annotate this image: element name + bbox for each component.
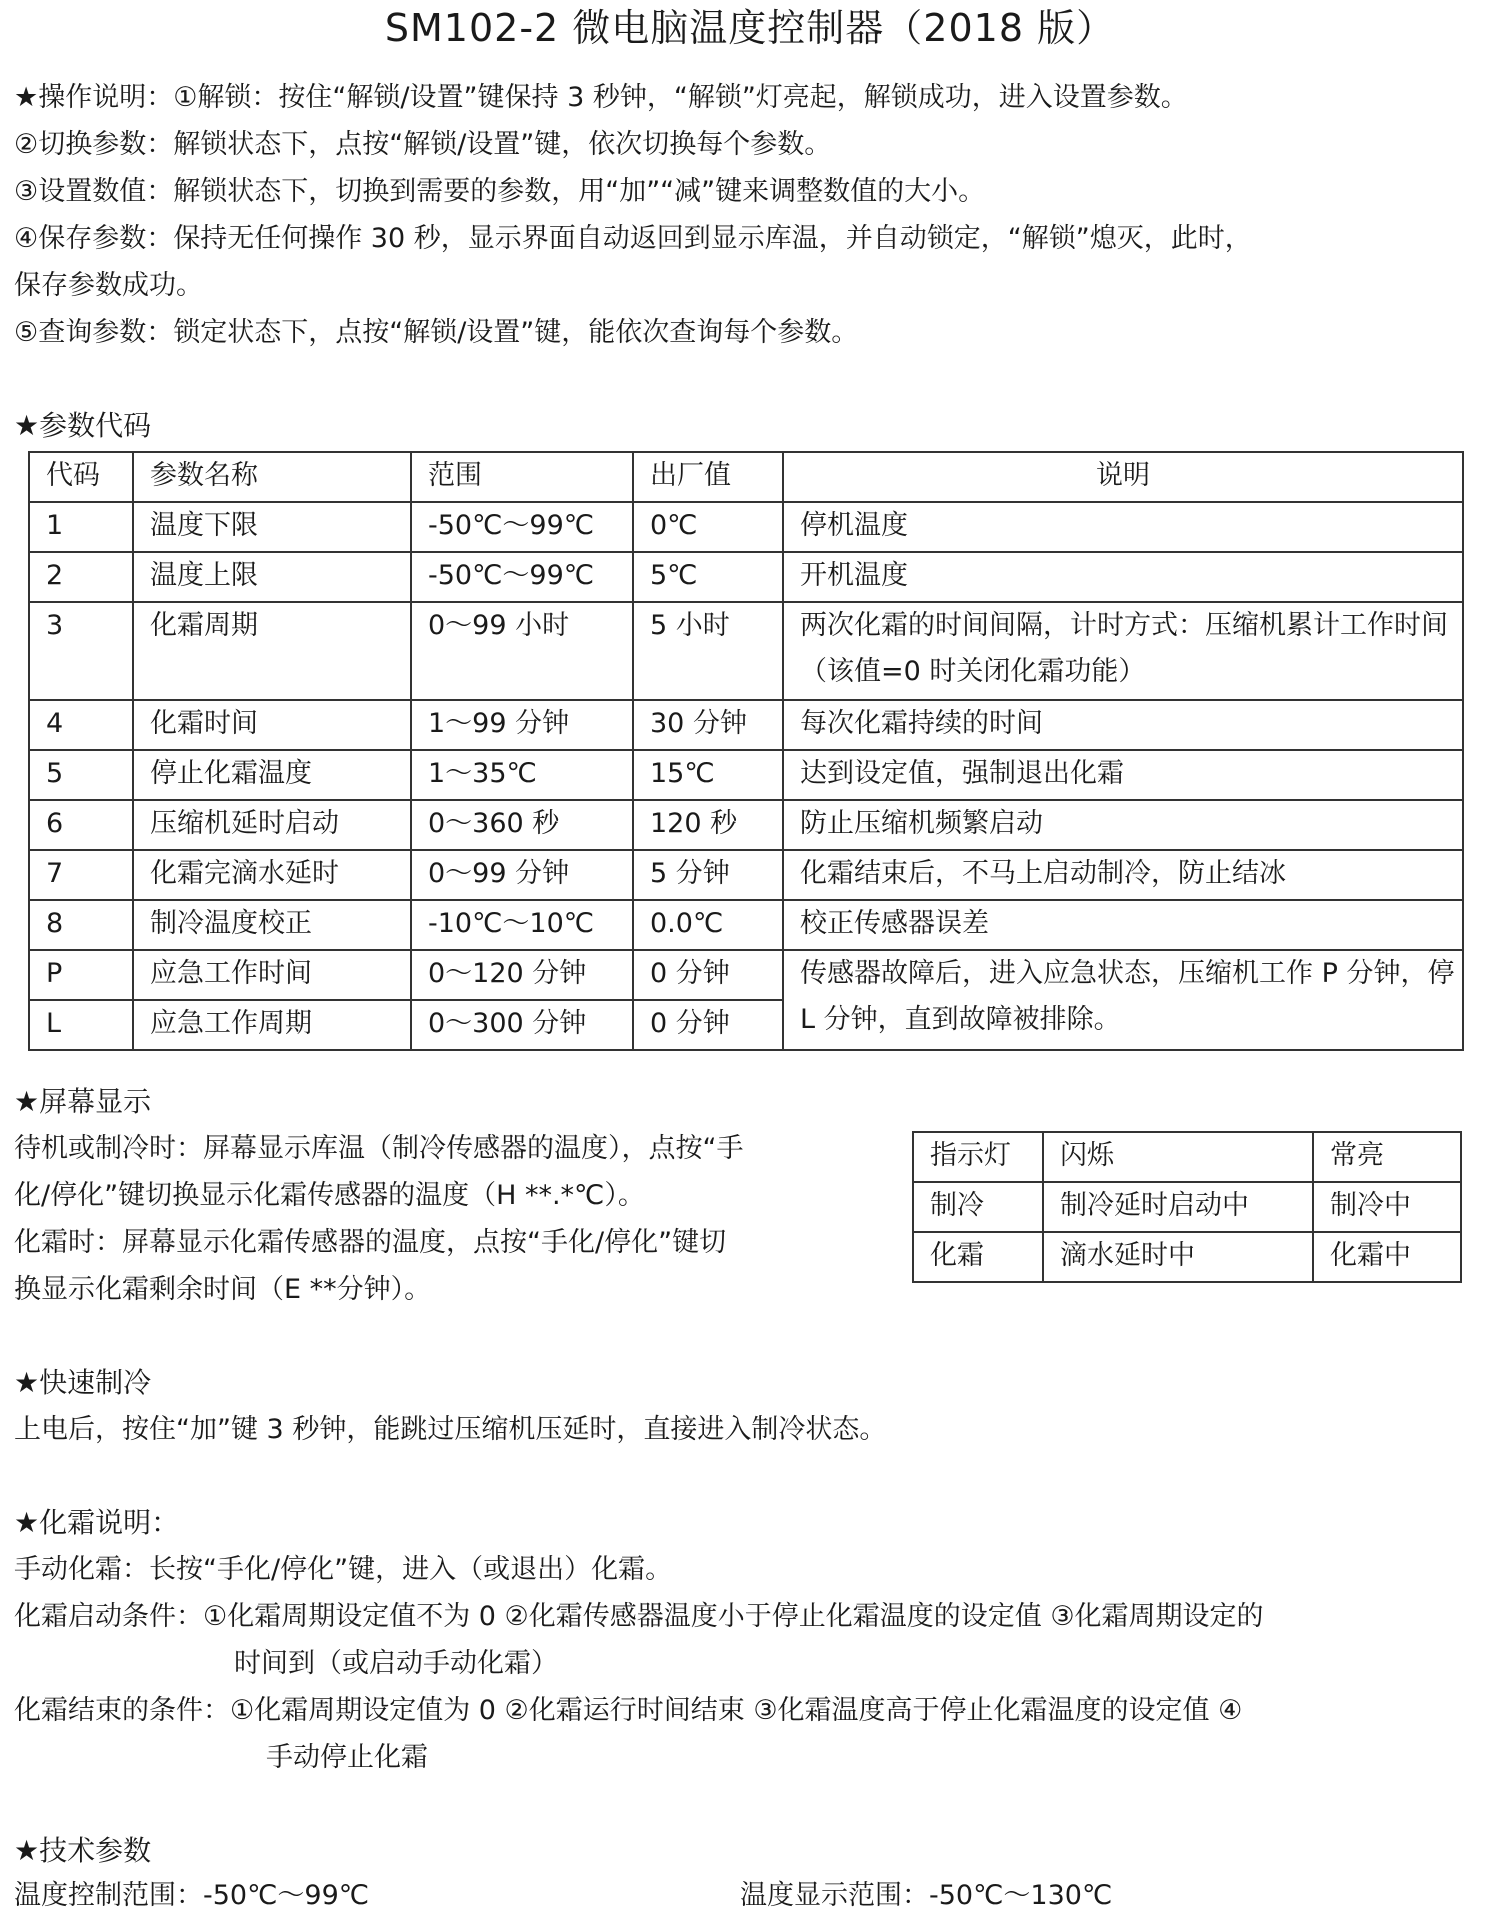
cell-code: 8 <box>29 900 133 950</box>
cell-code: 1 <box>29 502 133 552</box>
quick-text: 上电后，按住“加”键 3 秒钟，能跳过压缩机压延时，直接进入制冷状态。 <box>14 1414 887 1445</box>
tech-display-range: 温度显示范围：-50℃～130℃ <box>740 1880 1113 1911</box>
cell-code: L <box>29 1000 133 1050</box>
operation-line-save-cont: 保存参数成功。 <box>14 270 203 301</box>
table-row <box>29 502 1463 552</box>
operation-line-query: ⑤查询参数：锁定状态下，点按“解锁/设置”键，能依次查询每个参数。 <box>14 317 859 348</box>
cell-name: 温度下限 <box>133 502 411 552</box>
cell-default: 0 分钟 <box>633 950 783 1000</box>
defrost-line-manual: 手动化霜：长按“手化/停化”键，进入（或退出）化霜。 <box>14 1554 673 1585</box>
cell-default: 30 分钟 <box>633 700 783 750</box>
cell-description: 达到设定值，强制退出化霜 <box>783 750 1463 800</box>
cell-default: 0℃ <box>633 502 783 552</box>
quick-section-title: ★快速制冷 <box>14 1366 152 1399</box>
cell-description: 两次化霜的时间间隔，计时方式：压缩机累计工作时间（该值=0 时关闭化霜功能） <box>783 602 1463 700</box>
cell-default: 5 小时 <box>633 602 783 700</box>
header-name: 参数名称 <box>133 452 411 502</box>
cell-name: 制冷温度校正 <box>133 900 411 950</box>
table-row <box>29 850 1463 900</box>
defrost-line-end-cont: 手动停止化霜 <box>266 1742 428 1773</box>
cell-range: -50℃～99℃ <box>411 552 633 602</box>
cell-range: 1～35℃ <box>411 750 633 800</box>
operation-line-set: ③设置数值：解锁状态下，切换到需要的参数，用“加”“减”键来调整数值的大小。 <box>14 176 986 207</box>
cell-code: 4 <box>29 700 133 750</box>
table-row <box>29 602 1463 700</box>
page-title: SM102-2 微电脑温度控制器（2018 版） <box>384 6 1116 50</box>
cell-description: 停机温度 <box>783 502 1463 552</box>
cell-description: 校正传感器误差 <box>783 900 1463 950</box>
display-section-title: ★屏幕显示 <box>14 1085 152 1118</box>
header-steady: 常亮 <box>1313 1132 1461 1182</box>
cell-default: 120 秒 <box>633 800 783 850</box>
table-row <box>29 800 1463 850</box>
cell-code: 2 <box>29 552 133 602</box>
table-row <box>913 1232 1461 1282</box>
table-row <box>29 900 1463 950</box>
cell-steady: 化霜中 <box>1313 1232 1461 1282</box>
table-row <box>913 1182 1461 1232</box>
table-row <box>29 552 1463 602</box>
header-range: 范围 <box>411 452 633 502</box>
table-header-row <box>913 1132 1461 1182</box>
cell-name: 温度上限 <box>133 552 411 602</box>
cell-name: 化霜完滴水延时 <box>133 850 411 900</box>
cell-steady: 制冷中 <box>1313 1182 1461 1232</box>
cell-range: 1～99 分钟 <box>411 700 633 750</box>
defrost-section-title: ★化霜说明： <box>14 1506 180 1539</box>
param-table <box>28 451 1464 1051</box>
header-code: 代码 <box>29 452 133 502</box>
table-row <box>29 750 1463 800</box>
table-header-row <box>29 452 1463 502</box>
header-blink: 闪烁 <box>1043 1132 1313 1182</box>
cell-name: 化霜时间 <box>133 700 411 750</box>
display-line: 待机或制冷时：屏幕显示库温（制冷传感器的温度），点按“手 <box>14 1133 744 1164</box>
cell-default: 5 分钟 <box>633 850 783 900</box>
cell-default: 0 分钟 <box>633 1000 783 1050</box>
operation-line-switch: ②切换参数：解锁状态下，点按“解锁/设置”键，依次切换每个参数。 <box>14 129 832 160</box>
cell-default: 0.0℃ <box>633 900 783 950</box>
cell-range: 0～99 小时 <box>411 602 633 700</box>
header-description: 说明 <box>783 452 1463 502</box>
cell-description: 每次化霜持续的时间 <box>783 700 1463 750</box>
cell-indicator: 制冷 <box>913 1182 1043 1232</box>
defrost-line-start: 化霜启动条件：①化霜周期设定值不为 0 ②化霜传感器温度小于停止化霜温度的设定值 ③化霜周期设定的 <box>14 1601 1264 1632</box>
cell-range: 0～99 分钟 <box>411 850 633 900</box>
cell-name: 停止化霜温度 <box>133 750 411 800</box>
operation-line-unlock: ★操作说明：①解锁：按住“解锁/设置”键保持 3 秒钟，“解锁”灯亮起，解锁成功，进入设置参数。 <box>14 82 1188 113</box>
cell-code: 6 <box>29 800 133 850</box>
cell-blink: 滴水延时中 <box>1043 1232 1313 1282</box>
defrost-line-end: 化霜结束的条件：①化霜周期设定值为 0 ②化霜运行时间结束 ③化霜温度高于停止化霜温度的设定值 ④ <box>14 1695 1243 1726</box>
display-line: 化/停化”键切换显示化霜传感器的温度（H **.*℃）。 <box>14 1180 645 1211</box>
cell-description: 开机温度 <box>783 552 1463 602</box>
display-line: 换显示化霜剩余时间（E **分钟）。 <box>14 1274 432 1305</box>
cell-range: 0～120 分钟 <box>411 950 633 1000</box>
cell-description: 防止压缩机频繁启动 <box>783 800 1463 850</box>
cell-blink: 制冷延时启动中 <box>1043 1182 1313 1232</box>
defrost-line-start-cont: 时间到（或启动手动化霜） <box>234 1648 558 1679</box>
table-row <box>29 950 1463 1000</box>
cell-range: 0～300 分钟 <box>411 1000 633 1050</box>
cell-range: 0～360 秒 <box>411 800 633 850</box>
cell-description-merged: 传感器故障后，进入应急状态，压缩机工作 P 分钟，停 L 分钟，直到故障被排除。 <box>783 950 1463 1050</box>
param-section-title: ★参数代码 <box>14 409 152 442</box>
cell-name: 应急工作时间 <box>133 950 411 1000</box>
tech-section-title: ★技术参数 <box>14 1834 152 1867</box>
indicator-table <box>912 1131 1462 1283</box>
cell-range: -50℃～99℃ <box>411 502 633 552</box>
tech-control-range: 温度控制范围：-50℃～99℃ <box>14 1880 370 1911</box>
header-default: 出厂值 <box>633 452 783 502</box>
cell-name: 应急工作周期 <box>133 1000 411 1050</box>
cell-default: 15℃ <box>633 750 783 800</box>
cell-name: 压缩机延时启动 <box>133 800 411 850</box>
cell-default: 5℃ <box>633 552 783 602</box>
cell-description: 化霜结束后，不马上启动制冷，防止结冰 <box>783 850 1463 900</box>
cell-name: 化霜周期 <box>133 602 411 700</box>
cell-indicator: 化霜 <box>913 1232 1043 1282</box>
table-row <box>29 700 1463 750</box>
header-indicator: 指示灯 <box>913 1132 1043 1182</box>
cell-code: 7 <box>29 850 133 900</box>
display-line: 化霜时：屏幕显示化霜传感器的温度，点按“手化/停化”键切 <box>14 1227 727 1258</box>
cell-code: 3 <box>29 602 133 700</box>
operation-line-save: ④保存参数：保持无任何操作 30 秒，显示界面自动返回到显示库温，并自动锁定，“解锁”熄灭，此时， <box>14 223 1252 254</box>
cell-range: -10℃～10℃ <box>411 900 633 950</box>
cell-code: 5 <box>29 750 133 800</box>
cell-code: P <box>29 950 133 1000</box>
